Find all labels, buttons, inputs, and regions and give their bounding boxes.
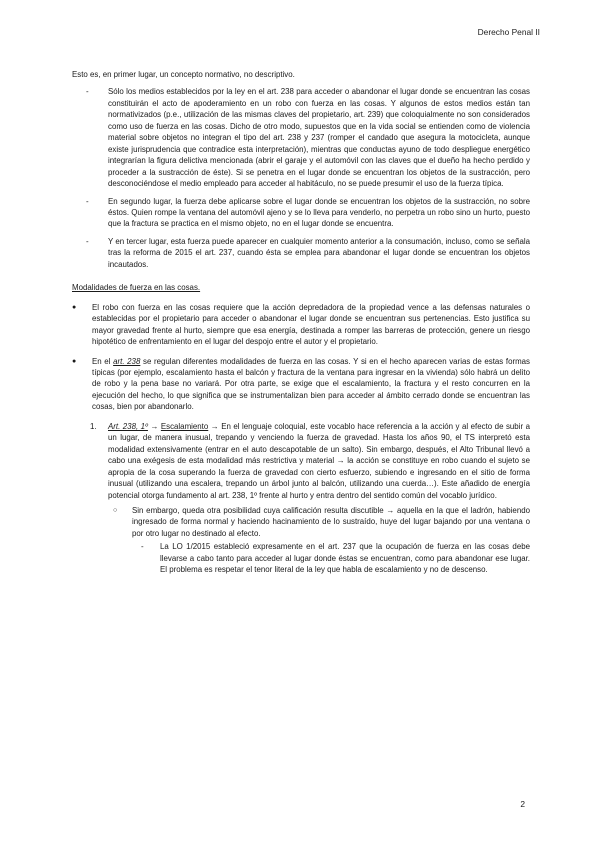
bullet-2-prefix: En el (92, 356, 114, 366)
circle-bullet-icon: ○ (113, 506, 118, 514)
escalamiento-term: Escalamiento (160, 421, 209, 431)
numbered-marker: 1. (90, 421, 97, 431)
dash-item-3: - Y en tercer lugar, esta fuerza puede aparecer en cualquier momento anterior a la consumación, incluso, como se señala tras la reforma de 2015 el art. 237, cuando ésta se emplea para abandonar el lugar donde se encuentran los objetos incautados. (72, 236, 530, 270)
sub-sub-item: - La LO 1/2015 estableció expresamente en el art. 237 que la ocupación de fuerza en las cosas debe llevarse a cabo tanto para acceder al lugar donde éstas se encuentran, como para abandonar ese lugar. El problema es respetar el tenor literal de la ley que habla de escalamiento y no de descenso. (132, 541, 530, 575)
dash-item-1: - Sólo los medios establecidos por la ley en el art. 238 para acceder o abandonar el lugar donde se encuentran las cosas constituirán el acto de apoderamiento en un robo con fuerza en las cosas. Y algunos de estos medios están tan normativizados (p.e., utilización de las mismas claves del propietario, art. 239) que coloquialmente no son considerados como uso de fuerza en las cosas. Dicho de otro modo, supuestos que en la vida social se entienden como de violencia material sobre objetos no integran el tipo del art. 238 y 237 (romper el candado que asegura la motocicleta, aunque existe jurisprudencia que contradice esta interpretación), mientras que conductas ayuno de todo despliegue energético integrarían la figura delictiva mencionada (abrir el garaje y el automóvil con las claves que el dueño ha hecho perdido y proceder a la sustracción de éste). Si se penetra en el lugar donde se encuentran los objetos de la sustracción, pero desconociéndose el medio empleado para acceder al habitáculo, no se puede presumir el uso de la fuerza típica. (72, 86, 530, 189)
sub-item (108, 505, 530, 576)
bullet-list (72, 302, 530, 413)
bullet-item-2 (72, 356, 530, 413)
sub-list (108, 505, 530, 576)
intro-paragraph: Esto es, en primer lugar, un concepto normativo, no descriptivo. (72, 70, 295, 79)
numbered-list (72, 421, 530, 576)
dash-item-2: - En segundo lugar, la fuerza debe aplicarse sobre el lugar donde se encuentran los objetos de la sustracción, no sobre éstos. Quien rompe la ventana del automóvil ajeno y se lo lleva para venderlo, no perpetra un robo sino un hurto, puesto que la fractura se practica en el mismo objeto, no en el lugar donde se encuentra. (72, 196, 530, 230)
dash-list (72, 86, 530, 270)
bullet-2-text: se regulan diferentes modalidades de fuerza en las cosas. Y si en el hecho aparecen varias de estas formas típicas (por ejemplo, escalamiento hasta el balcón y fractura de la ventana para ingresar en la vivienda) sólo habrá un delito de robo y la pena base no variará. Por otra parte, se exige que el escalamiento, la fractura y el resto concurren en la ejecución del hecho, lo que significa que se instrumentalizan bien para acceder al ámbito cerrado donde se encuentran las cosas, bien por abandonarlo. (92, 356, 530, 412)
numbered-item-1 (72, 421, 530, 576)
bullet-item-1: ● El robo con fuerza en las cosas requiere que la acción depredadora de la propiedad vence a las defensas naturales o establecidas por el propietario para acceder o abandonar el lugar donde se encuentran sus pertenencias. Esto justifica su mayor gravedad frente al hurto, siempre que esa energía, destinada a romper las barreras de protección, genere un riesgo hipotético de enfrentamiento en el lugar del despojo entre el autor y el propietario. (72, 302, 530, 348)
page-header: Derecho Penal II (477, 27, 540, 37)
sub-sub-list (132, 541, 530, 575)
numbered-item-text: → En el lenguaje coloquial, este vocablo hace referencia a la acción y al efecto de subir a un lugar, de manera inusual, trepando y venciendo la fuerza de gravedad. Hasta los años 90, el TS interpretó esta modalidad extensivamente (entrar en el auto descapotable de un salto). Sin embargo, después, el Alto Tribunal llevó a cabo una exégesis de esta modalidad más restrictiva y material → la acción se constituye en robo cuando el sujeto se apropia de la cosa superando la fuerza de gravedad con cierto esfuerzo, subiendo e ingresando en el sitio de forma inusual (utilizando una escalera, trepando un árbol junto al balcón, utilizando una cuerda…). Este añadido de energía potencial otorga fundamento al art. 238, 1º frente al hurto y entra dentro del sentido común del vocablo jurídico. (108, 421, 530, 500)
section-title: Modalidades de fuerza en las cosas. (72, 283, 201, 293)
art-238-1-reference: Art. 238, 1º (108, 421, 148, 431)
arrow-symbol: → (147, 421, 161, 431)
page-number: 2 (520, 799, 525, 809)
art-238-reference: art. 238 (113, 356, 141, 366)
document-body (72, 69, 530, 576)
sub-item-text: Sin embargo, queda otra posibilidad cuya calificación resulta discutible → aquella en la que el ladrón, habiendo ingresado de forma normal y haciendo hacinamiento de lo sustraído, huye del lugar bajando por una ventana o por otro lugar no destinado al efecto. (132, 505, 530, 538)
